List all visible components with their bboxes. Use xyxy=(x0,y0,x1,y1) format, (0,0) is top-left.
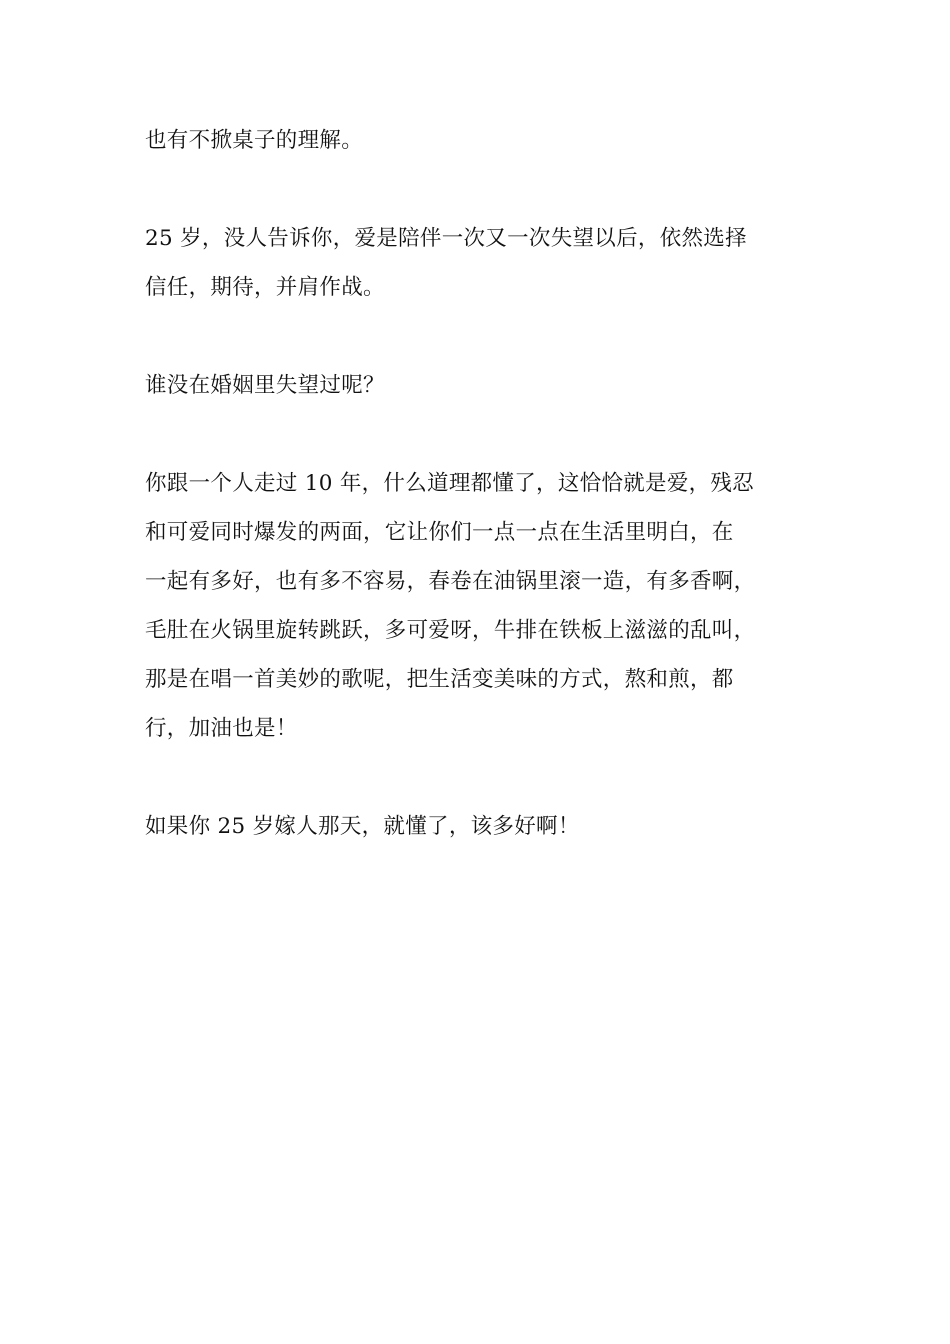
paragraph-2 xyxy=(145,214,825,312)
text-line: 一起有多好，也有多不容易，春卷在油锅里滚一造，有多香啊， xyxy=(145,569,756,594)
text-line: 行，加油也是！ xyxy=(145,716,298,741)
document-body xyxy=(145,116,825,900)
paragraph-1 xyxy=(145,116,825,165)
paragraph-4 xyxy=(145,459,825,753)
text-line: 谁没在婚姻里失望过呢？ xyxy=(145,373,385,398)
text-line: 那是在唱一首美妙的歌呢，把生活变美味的方式，熬和煎，都 xyxy=(145,667,734,692)
text-line: 25 岁，没人告诉你，爱是陪伴一次又一次失望以后，依然选择 xyxy=(145,226,747,251)
text-line: 毛肚在火锅里旋转跳跃，多可爱呀，牛排在铁板上滋滋的乱叫， xyxy=(145,618,756,643)
text-line: 也有不掀桌子的理解。 xyxy=(145,128,364,153)
paragraph-5 xyxy=(145,802,825,851)
text-line: 你跟一个人走过 10 年，什么道理都懂了，这恰恰就是爱，残忍 xyxy=(145,471,755,496)
text-line: 信任，期待，并肩作战。 xyxy=(145,275,385,300)
paragraph-3 xyxy=(145,361,825,410)
text-line: 如果你 25 岁嫁人那天，就懂了，该多好啊！ xyxy=(145,814,580,839)
text-line: 和可爱同时爆发的两面，它让你们一点一点在生活里明白，在 xyxy=(145,520,734,545)
